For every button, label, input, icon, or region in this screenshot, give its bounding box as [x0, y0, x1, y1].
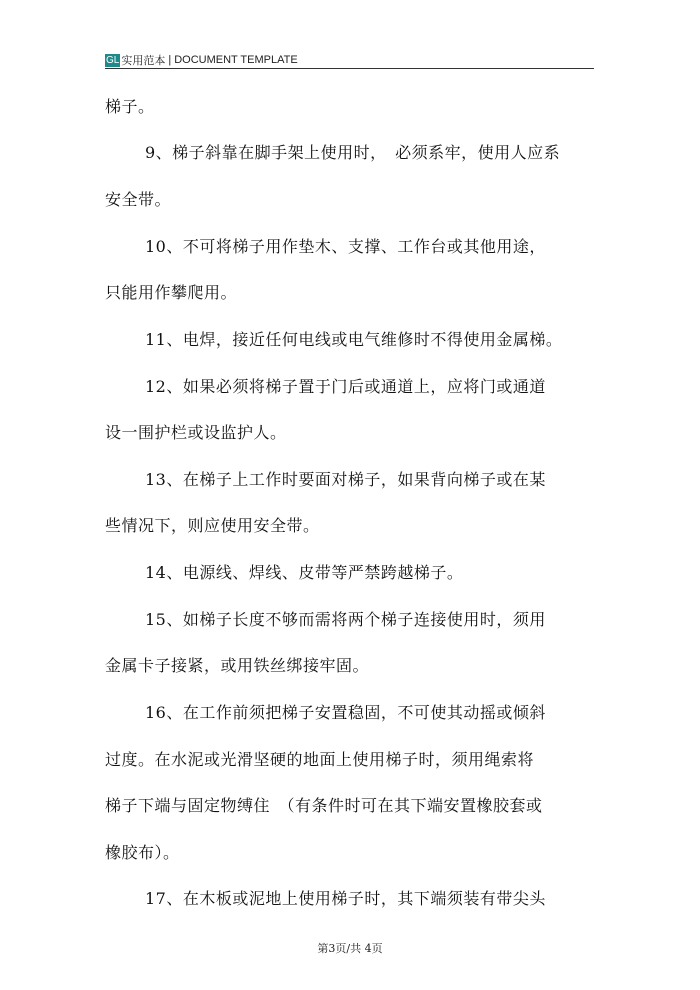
body-line: 些情况下，则应使用安全带。 — [105, 516, 320, 535]
body-line: 14、电源线、焊线、皮带等严禁跨越梯子。 — [145, 563, 464, 582]
body-line: 只能用作攀爬用。 — [105, 283, 238, 302]
body-line: 设一围护栏或设监护人。 — [105, 423, 287, 442]
header-label: DOCUMENT TEMPLATE — [174, 54, 298, 66]
body-line: 13、在梯子上工作时要面对梯子，如果背向梯子或在某 — [145, 470, 546, 489]
page-number: 第3页/共 4页 — [317, 942, 383, 955]
header-brand: 实用范本 — [121, 55, 166, 67]
body-line: 梯子。 — [105, 97, 155, 116]
body-line: 15、如梯子长度不够而需将两个梯子连接使用时，须用 — [145, 610, 546, 629]
body-line: 11、电焊，接近任何电线或电气维修时不得使用金属梯。 — [145, 330, 563, 349]
body-line: 梯子下端与固定物缚住 （有条件时可在其下端安置橡胶套或 — [105, 796, 543, 815]
body-line: 安全带。 — [105, 190, 172, 209]
body-line: 17、在木板或泥地上使用梯子时，其下端须装有带尖头 — [145, 889, 546, 908]
body-line: 橡胶布）。 — [105, 843, 180, 862]
body-line: 16、在工作前须把梯子安置稳固，不可使其动摇或倾斜 — [145, 703, 546, 722]
body-line: 9、梯子斜靠在脚手架上使用时， 必须系牢，使用人应系 — [145, 143, 561, 162]
header-separator: | — [168, 54, 172, 66]
body-line: 过度。在水泥或光滑坚硬的地面上使用梯子时，须用绳索将 — [105, 750, 535, 769]
gl-logo: GL — [106, 54, 120, 66]
body-line: 金属卡子接紧，或用铁丝绑接牢固。 — [105, 656, 370, 675]
body-line: 10、不可将梯子用作垫木、支撑、工作台或其他用途， — [145, 237, 546, 256]
body-line: 12、如果必须将梯子置于门后或通道上，应将门或通道 — [145, 377, 546, 396]
document-header — [105, 52, 298, 68]
header-divider — [105, 68, 594, 69]
